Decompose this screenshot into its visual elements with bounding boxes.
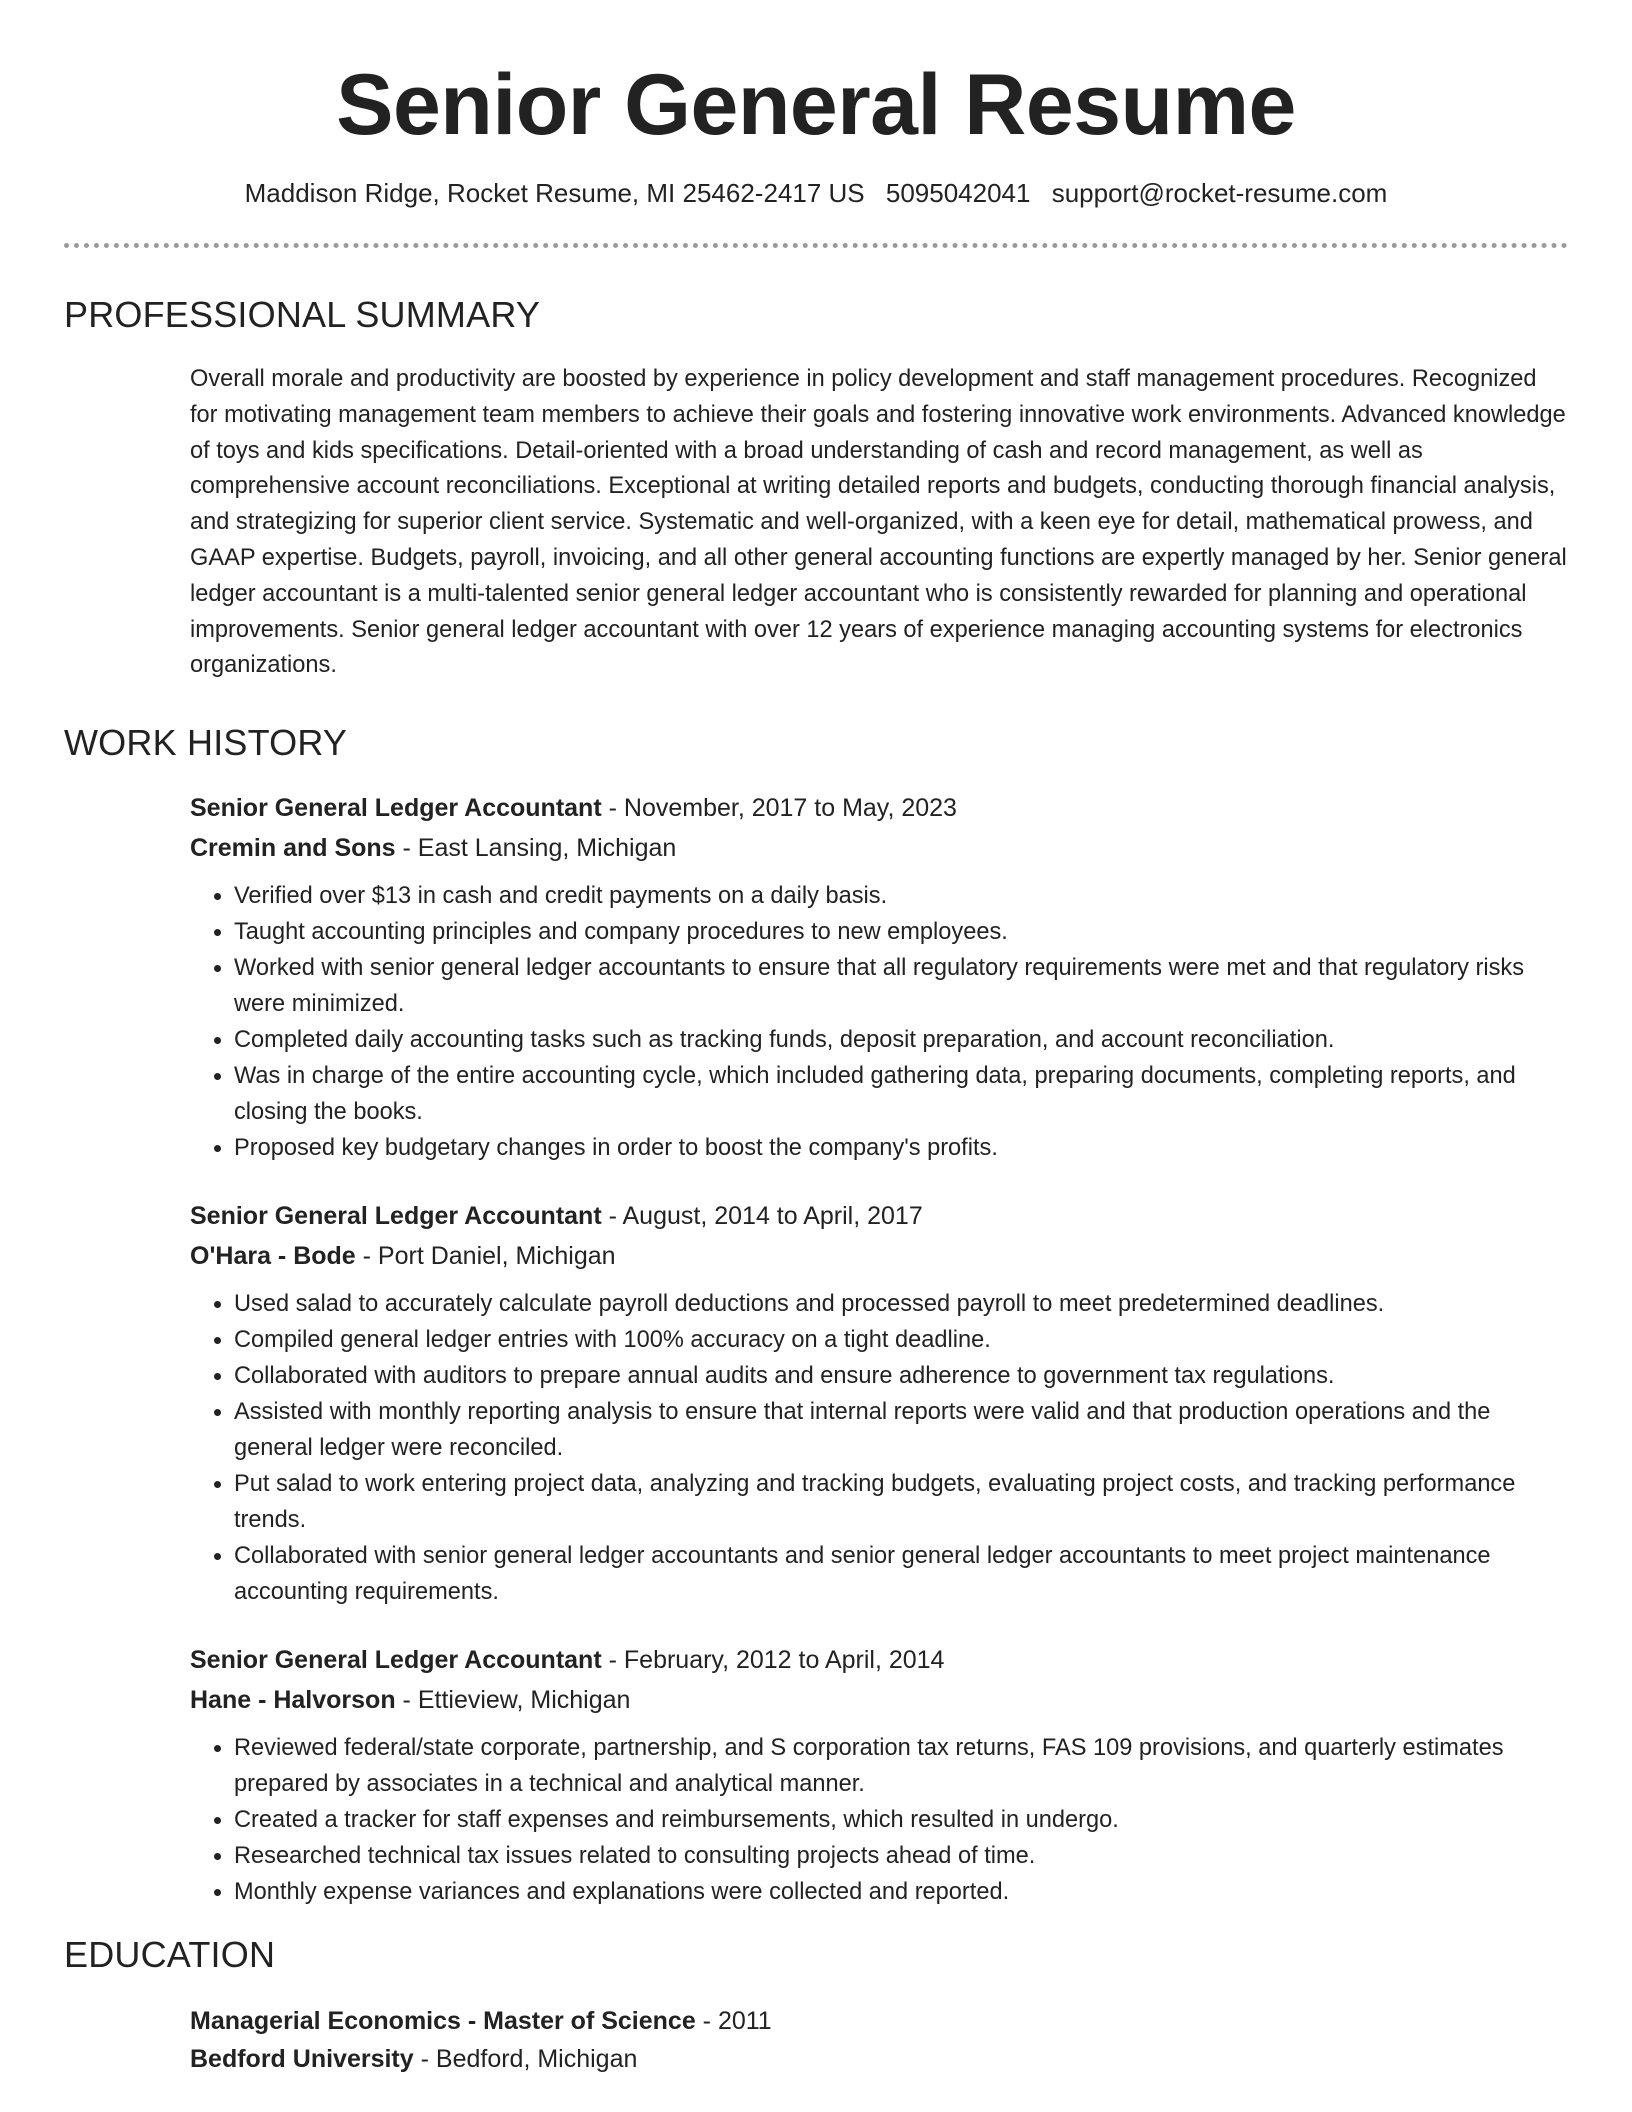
- list-item: • Used salad to accurately calculate payroll deductions and processed payroll to meet predetermined deadlines.: [234, 1286, 1568, 1322]
- list-item: • Was in charge of the entire accounting cycle, which included gathering data, preparing documents, completing reports, and closing the books.: [234, 1058, 1568, 1130]
- job-company: O'Hara - Bode: [190, 1242, 356, 1271]
- list-item: • Monthly expense variances and explanations were collected and reported.: [234, 1874, 1568, 1910]
- job-company: Cremin and Sons: [190, 834, 396, 863]
- degree-name: Managerial Economics - Master of Science: [190, 2007, 696, 2036]
- degree-line: [190, 2002, 1568, 2040]
- contact-line: [64, 178, 1568, 209]
- list-item: • Put salad to work entering project data, analyzing and tracking budgets, evaluating project costs, and tracking performance trends.: [234, 1466, 1568, 1538]
- section-title-summary: PROFESSIONAL SUMMARY: [64, 294, 541, 335]
- job-title-line: [190, 1640, 1568, 1680]
- list-item: • Compiled general ledger entries with 100% accuracy on a tight deadline.: [234, 1322, 1568, 1358]
- list-item: • Collaborated with senior general ledger accountants and senior general ledger accountants to meet project maintenance accounting requirements.: [234, 1538, 1568, 1610]
- school-line: [190, 2040, 1568, 2078]
- job-bullets: [190, 878, 1568, 1166]
- school-location: - Bedford, Michigan: [413, 2045, 638, 2074]
- section-title-work: WORK HISTORY: [64, 722, 348, 764]
- list-item: • Verified over $13 in cash and credit payments on a daily basis.: [234, 878, 1568, 914]
- professional-summary-section: [64, 294, 1568, 684]
- job-company-line: [190, 1680, 1568, 1720]
- job-location: - East Lansing, Michigan: [395, 834, 677, 863]
- contact-phone: 5095042041: [885, 178, 1031, 208]
- job-dates: - August, 2014 to April, 2017: [601, 1202, 923, 1231]
- list-item: • Completed daily accounting tasks such as tracking funds, deposit preparation, and account reconciliation.: [234, 1022, 1568, 1058]
- list-item: • Reviewed federal/state corporate, partnership, and S corporation tax returns, FAS 109 provisions, and quarterly estimates prepared by associates in a technical and analytical manner.: [234, 1730, 1568, 1802]
- job-company-line: [190, 1236, 1568, 1276]
- list-item: • Researched technical tax issues related to consulting projects ahead of time.: [234, 1838, 1568, 1874]
- list-item: • Assisted with monthly reporting analysis to ensure that internal reports were valid and that production operations and the general ledger were reconciled.: [234, 1394, 1568, 1466]
- education-entry: [190, 2002, 1568, 2078]
- contact-address: Maddison Ridge, Rocket Resume, MI 25462-2417 US: [244, 178, 865, 208]
- list-item: • Created a tracker for staff expenses and reimbursements, which resulted in undergo.: [234, 1802, 1568, 1838]
- degree-year: - 2011: [695, 2007, 772, 2036]
- list-item: • Worked with senior general ledger accountants to ensure that all regulatory requirements were met and that regulatory risks were minimized.: [234, 950, 1568, 1022]
- job-dates: - February, 2012 to April, 2014: [601, 1646, 945, 1675]
- job-location: - Port Daniel, Michigan: [355, 1242, 616, 1271]
- job-title-line: [190, 788, 1568, 828]
- job-entry: [190, 788, 1568, 1166]
- job-role: Senior General Ledger Accountant: [190, 794, 602, 823]
- summary-text: Overall morale and productivity are boosted by experience in policy development and staff management procedures. Recognized for motivating management team members to achieve their goals and fostering innovative work environments. Advanced knowledge of toys and kids specifications. Detail-oriented with a broad understanding of cash and record management, as well as comprehensive account reconciliations. Exceptional at writing detailed reports and budgets, conducting thorough financial analysis, and strategizing for superior client service. Systematic and well-organized, with a keen eye for detail, mathematical prowess, and GAAP expertise. Budgets, payroll, invoicing, and all other general accounting functions are expertly managed by her. Senior general ledger accountant is a multi-talented senior general ledger accountant who is consistently rewarded for planning and operational improvements. Senior general ledger accountant with over 12 years of experience managing accounting systems for electronics organizations.: [190, 366, 1567, 679]
- job-company: Hane - Halvorson: [190, 1686, 396, 1715]
- job-role: Senior General Ledger Accountant: [190, 1646, 602, 1675]
- job-entry: [190, 1640, 1568, 1910]
- contact-email: support@rocket-resume.com: [1051, 178, 1388, 208]
- job-entry: [190, 1196, 1568, 1610]
- list-item: • Collaborated with auditors to prepare annual audits and ensure adherence to government tax regulations.: [234, 1358, 1568, 1394]
- job-dates: - November, 2017 to May, 2023: [601, 794, 957, 823]
- job-bullets: [190, 1730, 1568, 1910]
- list-item: • Proposed key budgetary changes in order to boost the company's profits.: [234, 1130, 1568, 1166]
- list-item: • Taught accounting principles and company procedures to new employees.: [234, 914, 1568, 950]
- job-company-line: [190, 828, 1568, 868]
- job-title-line: [190, 1196, 1568, 1236]
- header-divider: [64, 243, 1568, 248]
- job-bullets: [190, 1286, 1568, 1610]
- resume-name: Senior General Resume: [336, 57, 1296, 153]
- school-name: Bedford University: [190, 2045, 414, 2074]
- work-history-section: [64, 722, 1568, 1910]
- education-section: [64, 1934, 1568, 2078]
- job-role: Senior General Ledger Accountant: [190, 1202, 602, 1231]
- job-location: - Ettieview, Michigan: [395, 1686, 631, 1715]
- section-title-education: EDUCATION: [64, 1934, 276, 1976]
